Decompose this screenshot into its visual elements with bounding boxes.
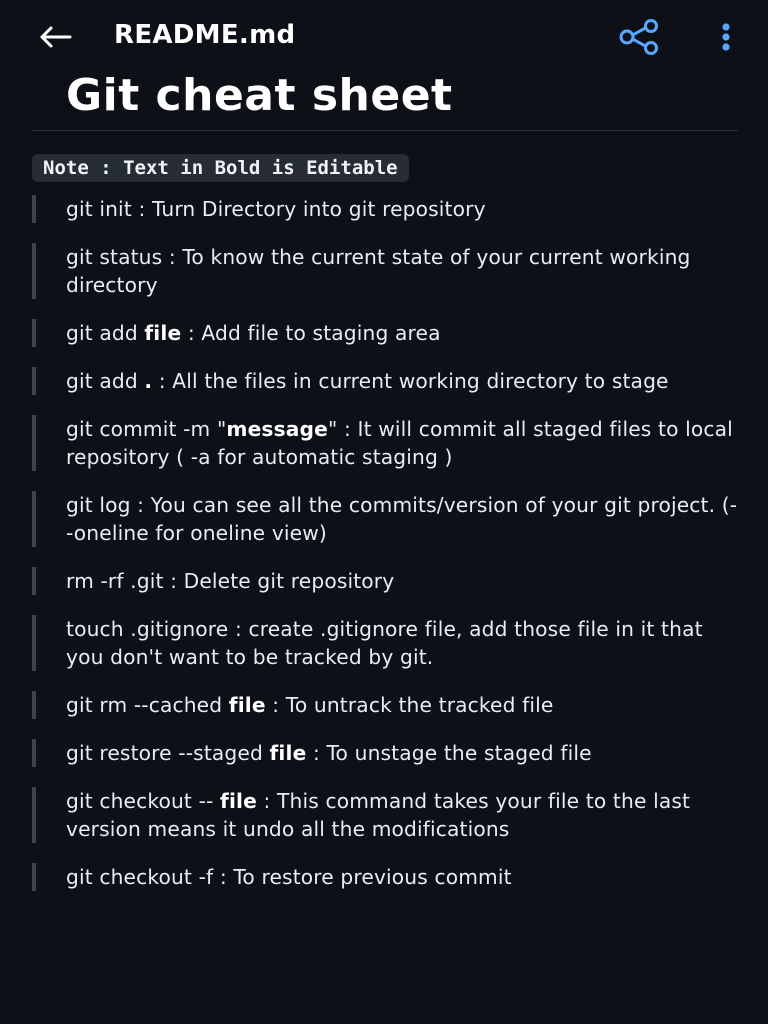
arrow-left-icon — [36, 22, 76, 52]
blockquote-item: git log : You can see all the commits/version of your git project. (--oneline for oneline view) — [32, 491, 742, 547]
blockquote-item: git checkout -f : To restore previous commit — [32, 863, 742, 891]
blockquote-item: git commit -m "message" : It will commit all staged files to local repository ( -a for automatic staging ) — [32, 415, 742, 471]
note-code-span: Note : Text in Bold is Editable — [32, 154, 409, 182]
blockquote-item: git add file : Add file to staging area — [32, 319, 742, 347]
blockquote-item: git status : To know the current state of your current working directory — [32, 243, 742, 299]
blockquote-item: touch .gitignore : create .gitignore file, add those file in it that you don't want to be tracked by git. — [32, 615, 742, 671]
blockquote-item: git restore --staged file : To unstage the staged file — [32, 739, 742, 767]
cheat-sheet-list — [32, 195, 742, 911]
app-title: README.md — [114, 20, 296, 50]
share-button[interactable] — [618, 19, 660, 55]
app-bar — [0, 0, 768, 72]
document-title: Git cheat sheet — [66, 70, 453, 121]
back-button[interactable] — [36, 22, 76, 52]
blockquote-item: git add . : All the files in current working directory to stage — [32, 367, 742, 395]
blockquote-item: git checkout -- file : This command takes your file to the last version means it undo all the modifications — [32, 787, 742, 843]
blockquote-item: rm -rf .git : Delete git repository — [32, 567, 742, 595]
more-options-button[interactable] — [712, 20, 740, 54]
more-vertical-icon — [712, 20, 740, 54]
share-icon — [618, 19, 660, 55]
blockquote-item: git rm --cached file : To untrack the tracked file — [32, 691, 742, 719]
blockquote-item: git init : Turn Directory into git repository — [32, 195, 742, 223]
title-divider — [32, 130, 738, 131]
